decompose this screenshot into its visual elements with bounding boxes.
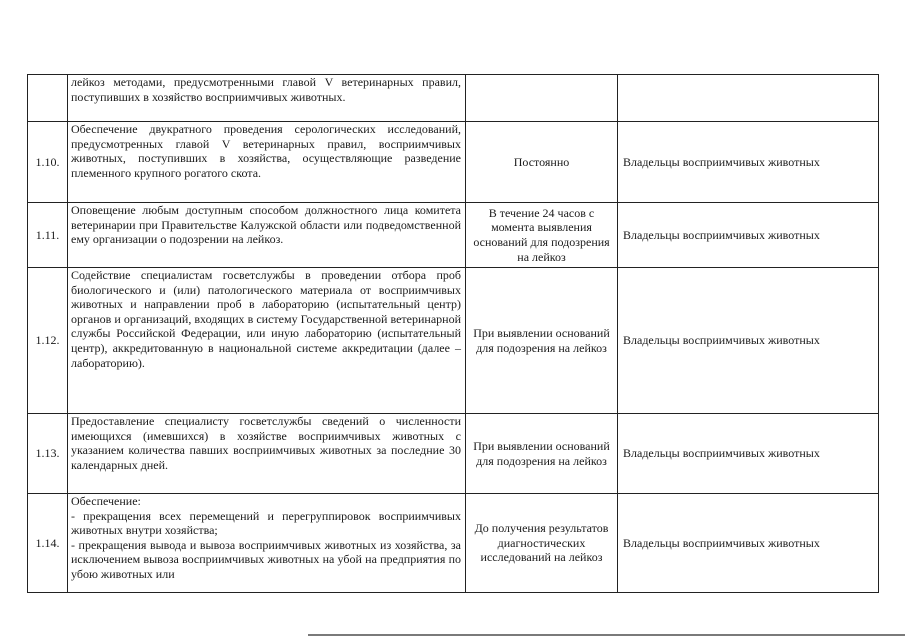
- measure-description: [68, 494, 466, 593]
- scan-edge-line: [308, 634, 905, 636]
- measure-description: [68, 268, 466, 414]
- measure-responsible: Владельцы восприимчивых животных: [618, 414, 879, 494]
- description-text: Обеспечение двукратного проведения серологических исследований, предусмотренных главой V ветеринарных правил, восприимчивых животных, поступивших в хозяйства, осуществляющие разведение племенного крупного рогатого скота.: [71, 122, 461, 180]
- table-row: [28, 122, 879, 203]
- description-text: - прекращения всех перемещений и перегруппировок восприимчивых животных внутри хозяйства;: [71, 508, 461, 538]
- measures-table: [27, 74, 879, 593]
- row-number: 1.11.: [28, 203, 68, 268]
- table-row: [28, 494, 879, 593]
- measure-responsible: Владельцы восприимчивых животных: [618, 494, 879, 593]
- description-text: Обеспечение:: [71, 494, 141, 508]
- table-row: [28, 75, 879, 122]
- measure-responsible: Владельцы восприимчивых животных: [618, 268, 879, 414]
- description-text: Предоставление специалисту госветслужбы сведений о численности имеющихся (имевшихся) в хозяйстве восприимчивых животных с указанием количества павших восприимчивых животных за последние 30 календарных дней.: [71, 414, 461, 472]
- measure-responsible: Владельцы восприимчивых животных: [618, 203, 879, 268]
- measure-responsible: Владельцы восприимчивых животных: [618, 122, 879, 203]
- table-row: [28, 414, 879, 494]
- measure-term: При выявлении оснований для подозрения на лейкоз: [466, 414, 618, 494]
- description-text: Содействие специалистам госветслужбы в проведении отбора проб биологического и (или) патологического материала от восприимчивых животных и направлении проб в лабораторию (испытательный центр) органов и организаций, входящих в систему Государственной ветеринарной службы Российской Федерации, или иную лабораторию (испытательный центр), аккредитованную в национальной системе аккредитации (далее – лабораторию).: [71, 268, 461, 370]
- measure-term: [466, 75, 618, 122]
- row-number: 1.10.: [28, 122, 68, 203]
- table-row: [28, 268, 879, 414]
- description-text: лейкоз методами, предусмотренными главой V ветеринарных правил, поступивших в хозяйство восприимчивых животных.: [71, 75, 461, 104]
- table-row: [28, 203, 879, 268]
- measure-description: [68, 75, 466, 122]
- measure-term: При выявлении оснований для подозрения на лейкоз: [466, 268, 618, 414]
- measure-description: [68, 122, 466, 203]
- description-text: - прекращения вывода и вывоза восприимчивых животных из хозяйства, за исключением вывоза восприимчивых животных на убой на предприятия по убою животных или: [71, 537, 461, 581]
- measure-description: [68, 414, 466, 494]
- row-number: 1.14.: [28, 494, 68, 593]
- row-number: 1.13.: [28, 414, 68, 494]
- measure-term: Постоянно: [466, 122, 618, 203]
- measure-term: До получения результатов диагностических исследований на лейкоз: [466, 494, 618, 593]
- row-number: 1.12.: [28, 268, 68, 414]
- measure-responsible: [618, 75, 879, 122]
- row-number: [28, 75, 68, 122]
- description-text: Оповещение любым доступным способом должностного лица комитета ветеринарии при Правительстве Калужской области или подведомственной ему организации о подозрении на лейкоз.: [71, 203, 461, 247]
- measure-term: В течение 24 часов с момента выявления оснований для подозрения на лейкоз: [466, 203, 618, 268]
- measure-description: [68, 203, 466, 268]
